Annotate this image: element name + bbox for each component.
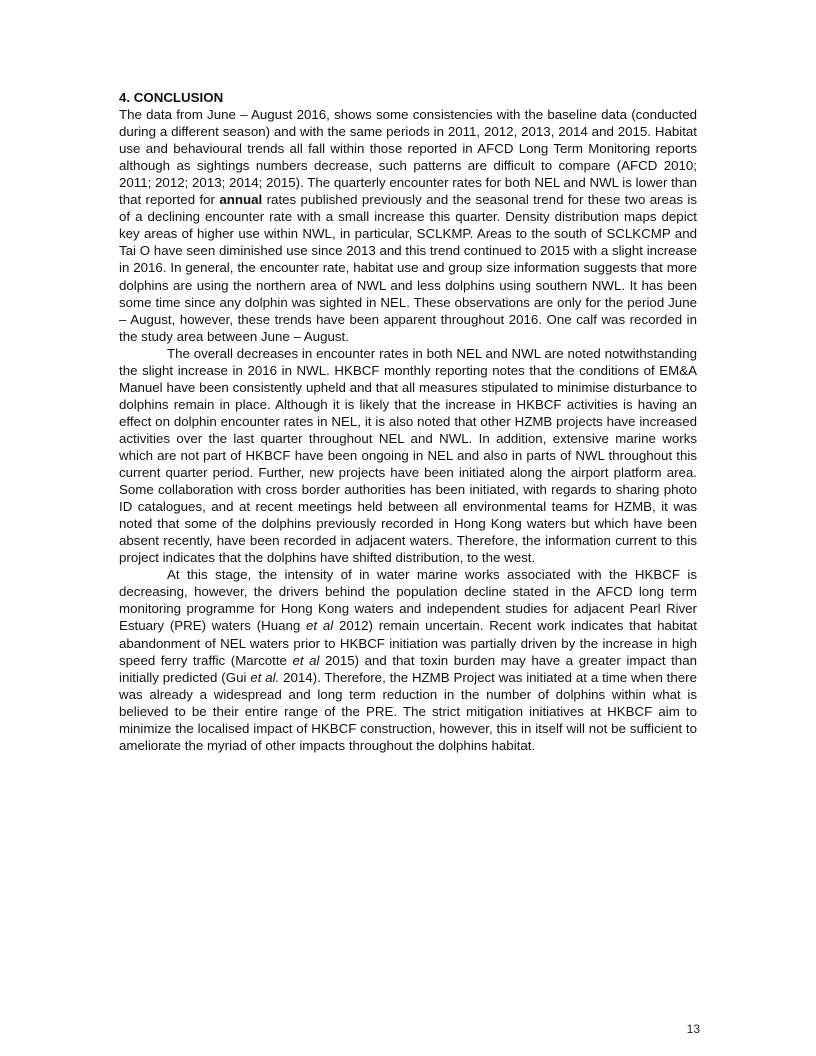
paragraph-text: rates published previously and the seasonal trend for these two areas is of a declining encounter rate with a small increase this quarter. Density distribution maps depict key areas of higher use within NWL, in particular, SCLKMP. Areas to the south of SCLKCMP and Tai O have seen diminished use since 2013 and this trend continued to 2015 with a slight increase in 2016. In general, the encounter rate, habitat use and group size information suggests that more dolphins are using the northern area of NWL and less dolphins using southern NWL. It has been some time since any dolphin was sighted in NEL. These observations are only for the period June – August, however, these trends have been apparent throughout 2016. One calf was recorded in the study area between June – August. — [119, 192, 697, 344]
italic-citation-text: et al — [292, 652, 320, 668]
paragraph-text: The data from June – August 2016, shows some consistencies with the baseline data (conducted during a different season) and with the same periods in 2011, 2012, 2013, 2014 and 2015. Habitat use and behavioural trends all fall within those reported in AFCD Long Term Monitoring reports although as sightings numbers decrease, such patterns are difficult to compare (AFCD 2010; 2011; 2012; 2013; 2014; 2015). The quarterly encounter rates for both NEL and NWL is lower than that reported for — [119, 107, 697, 208]
paragraph-text: 2014). Therefore, the HZMB Project was initiated at a time when there was already a widespread and long term reduction in the number of dolphins within what is believed to be their entire range of the PRE. The strict mitigation initiatives at HKBCF aim to minimize the localised impact of HKBCF construction, however, this in itself will not be sufficient to ameliorate the myriad of other impacts throughout the dolphins habitat. — [119, 669, 697, 753]
paragraph-text: 2012) remain uncertain. Recent work indicates that habitat abandonment of NEL waters prior to HKBCF initiation was partially driven by the increase in high speed ferry traffic (Marcotte — [119, 618, 698, 668]
paragraph-text: 2015) and that toxin burden may have a greater impact than initially predicted (Gui — [119, 652, 697, 685]
conclusion-paragraph-2 — [119, 345, 697, 567]
paragraph-text: The overall decreases in encounter rates in both NEL and NWL are noted notwithstanding the slight increase in 2016 in NWL. HKBCF monthly reporting notes that the conditions of EM&A Manuel have been consistently upheld and that all measures stipulated to minimise disturbance to dolphins remain in place. Although it is likely that the increase in HKBCF activities is having an effect on dolphin encounter rates in NEL, it is also noted that other HZMB projects have increased activities over the last quarter throughout NEL and NWL. In addition, extensive marine works which are not part of HKBCF have been ongoing in NEL and also in parts of NWL throughout this current quarter period. Further, new projects have been initiated along the airport platform area. Some collaboration with cross border authorities has been initiated, with regards to sharing photo ID catalogues, and at recent meetings held between all environmental teams for HZMB, it was noted that some of the dolphins previously recorded in Hong Kong waters but which have been absent recently, have been recorded in adjacent waters. Therefore, the information current to this project indicates that the dolphins have shifted distribution, to the west. — [119, 345, 697, 566]
conclusion-paragraph-3 — [119, 566, 697, 754]
paragraph-text: At this stage, the intensity of in water marine works associated with the HKBCF is decreasing, however, the drivers behind the population decline stated in the AFCD long term monitoring programme for Hong Kong waters and independent studies for adjacent Pearl River Estuary (PRE) waters (Huang — [119, 567, 697, 634]
section-heading: 4. CONCLUSION — [119, 90, 224, 105]
conclusion-section — [119, 89, 697, 754]
italic-citation-text: et al — [306, 618, 334, 634]
page-number: 13 — [686, 1022, 700, 1036]
conclusion-paragraph-1 — [119, 106, 697, 345]
emphasis-text: annual — [219, 192, 263, 208]
italic-citation-text: et al. — [250, 669, 280, 685]
